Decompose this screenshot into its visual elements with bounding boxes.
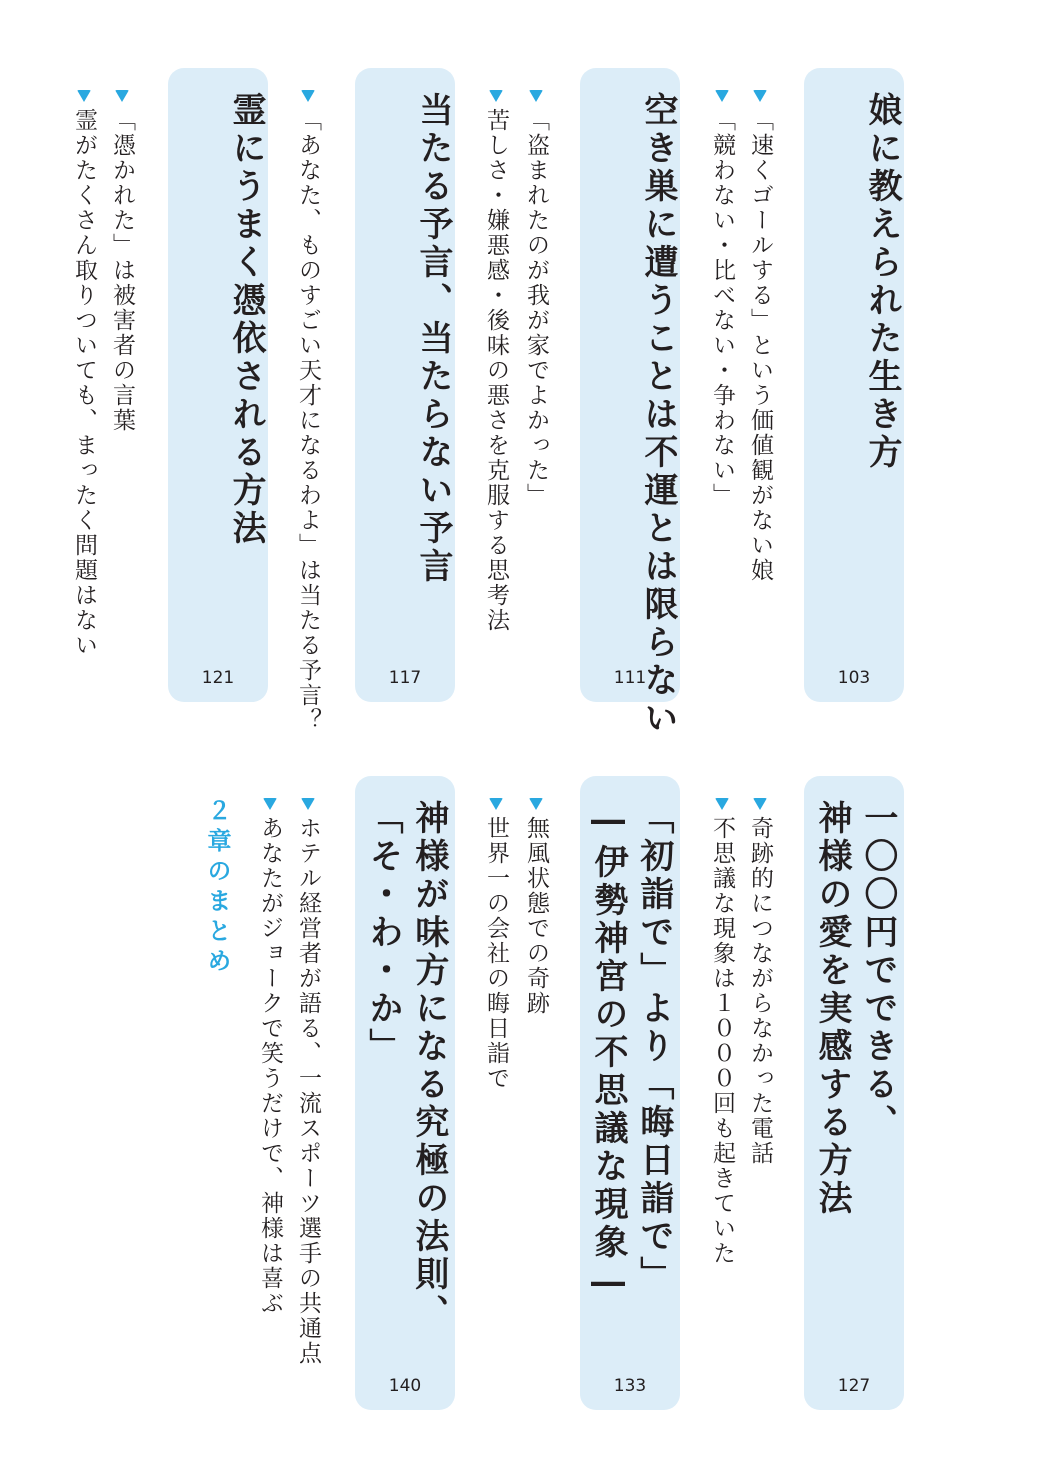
topic-item[interactable]: 不思議な現象は１０００回も起きていた (710, 798, 733, 1266)
blue-triangle-bullet-icon (715, 798, 729, 810)
topic-item[interactable]: あなたがジョークで笑うだけで、神様は喜ぶ (258, 798, 281, 1316)
chapter-title: 霊にうまく憑依される方法 (226, 92, 266, 548)
chapter-title: 空き巣に遭うことは不運とは限らない (638, 92, 678, 738)
chapter-title: 神様が味方になる究極の法則、 「そ・わ・か」 (363, 800, 449, 1332)
topic-item[interactable]: 無風状態での奇跡 (524, 798, 547, 1016)
toc-card-121[interactable] (168, 68, 268, 702)
topic-item[interactable]: 霊がたくさん取りついても、まったく問題はない (72, 90, 95, 658)
topic-item[interactable]: 「競わない・比べない・争わない」 (710, 90, 733, 508)
toc-card-117[interactable] (355, 68, 455, 702)
topic-item[interactable]: 「速くゴールする」という価値観がない娘 (748, 90, 771, 583)
page-number: 103 (837, 668, 871, 688)
blue-triangle-bullet-icon (489, 798, 503, 810)
topic-item[interactable]: 奇跡的につながらなかった電話 (748, 798, 771, 1166)
blue-triangle-bullet-icon (301, 90, 315, 102)
blue-triangle-bullet-icon (753, 798, 767, 810)
topic-item[interactable]: ホテル経営者が語る、一流スポーツ選手の共通点 (296, 798, 319, 1366)
blue-triangle-bullet-icon (77, 90, 91, 102)
topic-item[interactable]: 「盗まれたのが我が家でよかった」 (524, 90, 547, 508)
page-number: 127 (837, 1376, 871, 1396)
chapter-title: 一〇〇円でできる、 神様の愛を実感する方法 (812, 800, 898, 1218)
topic-item[interactable]: 世界一の会社の晦日詣で (484, 798, 507, 1091)
chapter-title: 当たる予言、当たらない予言 (413, 92, 453, 586)
blue-triangle-bullet-icon (115, 90, 129, 102)
topic-item[interactable]: 苦しさ・嫌悪感・後味の悪さを克服する思考法 (484, 90, 507, 633)
toc-card-140[interactable] (355, 776, 455, 1410)
page-number: 121 (201, 668, 235, 688)
topic-item[interactable]: 「あなた、ものすごい天才になるわよ」は当たる予言？ (296, 90, 319, 733)
topic-item[interactable]: 「憑かれた」は被害者の言葉 (110, 90, 133, 433)
blue-triangle-bullet-icon (263, 798, 277, 810)
blue-triangle-bullet-icon (753, 90, 767, 102)
page-number: 140 (388, 1376, 422, 1396)
page-number: 133 (613, 1376, 647, 1396)
chapter-title: 「初詣で」より「晦日詣で」 ―伊勢神宮の不思議な現象― (588, 800, 674, 1306)
blue-triangle-bullet-icon (529, 90, 543, 102)
toc-card-127[interactable] (804, 776, 904, 1410)
blue-triangle-bullet-icon (489, 90, 503, 102)
chapter-title: 娘に教えられた生き方 (862, 92, 902, 472)
blue-triangle-bullet-icon (715, 90, 729, 102)
page-number: 117 (388, 668, 422, 688)
toc-card-111[interactable] (580, 68, 680, 738)
chapter-summary-link[interactable]: ２章のまとめ (203, 798, 231, 978)
page-number: 111 (613, 668, 647, 688)
toc-card-133[interactable] (580, 776, 680, 1410)
blue-triangle-bullet-icon (529, 798, 543, 810)
toc-card-103[interactable] (804, 68, 904, 702)
blue-triangle-bullet-icon (301, 798, 315, 810)
